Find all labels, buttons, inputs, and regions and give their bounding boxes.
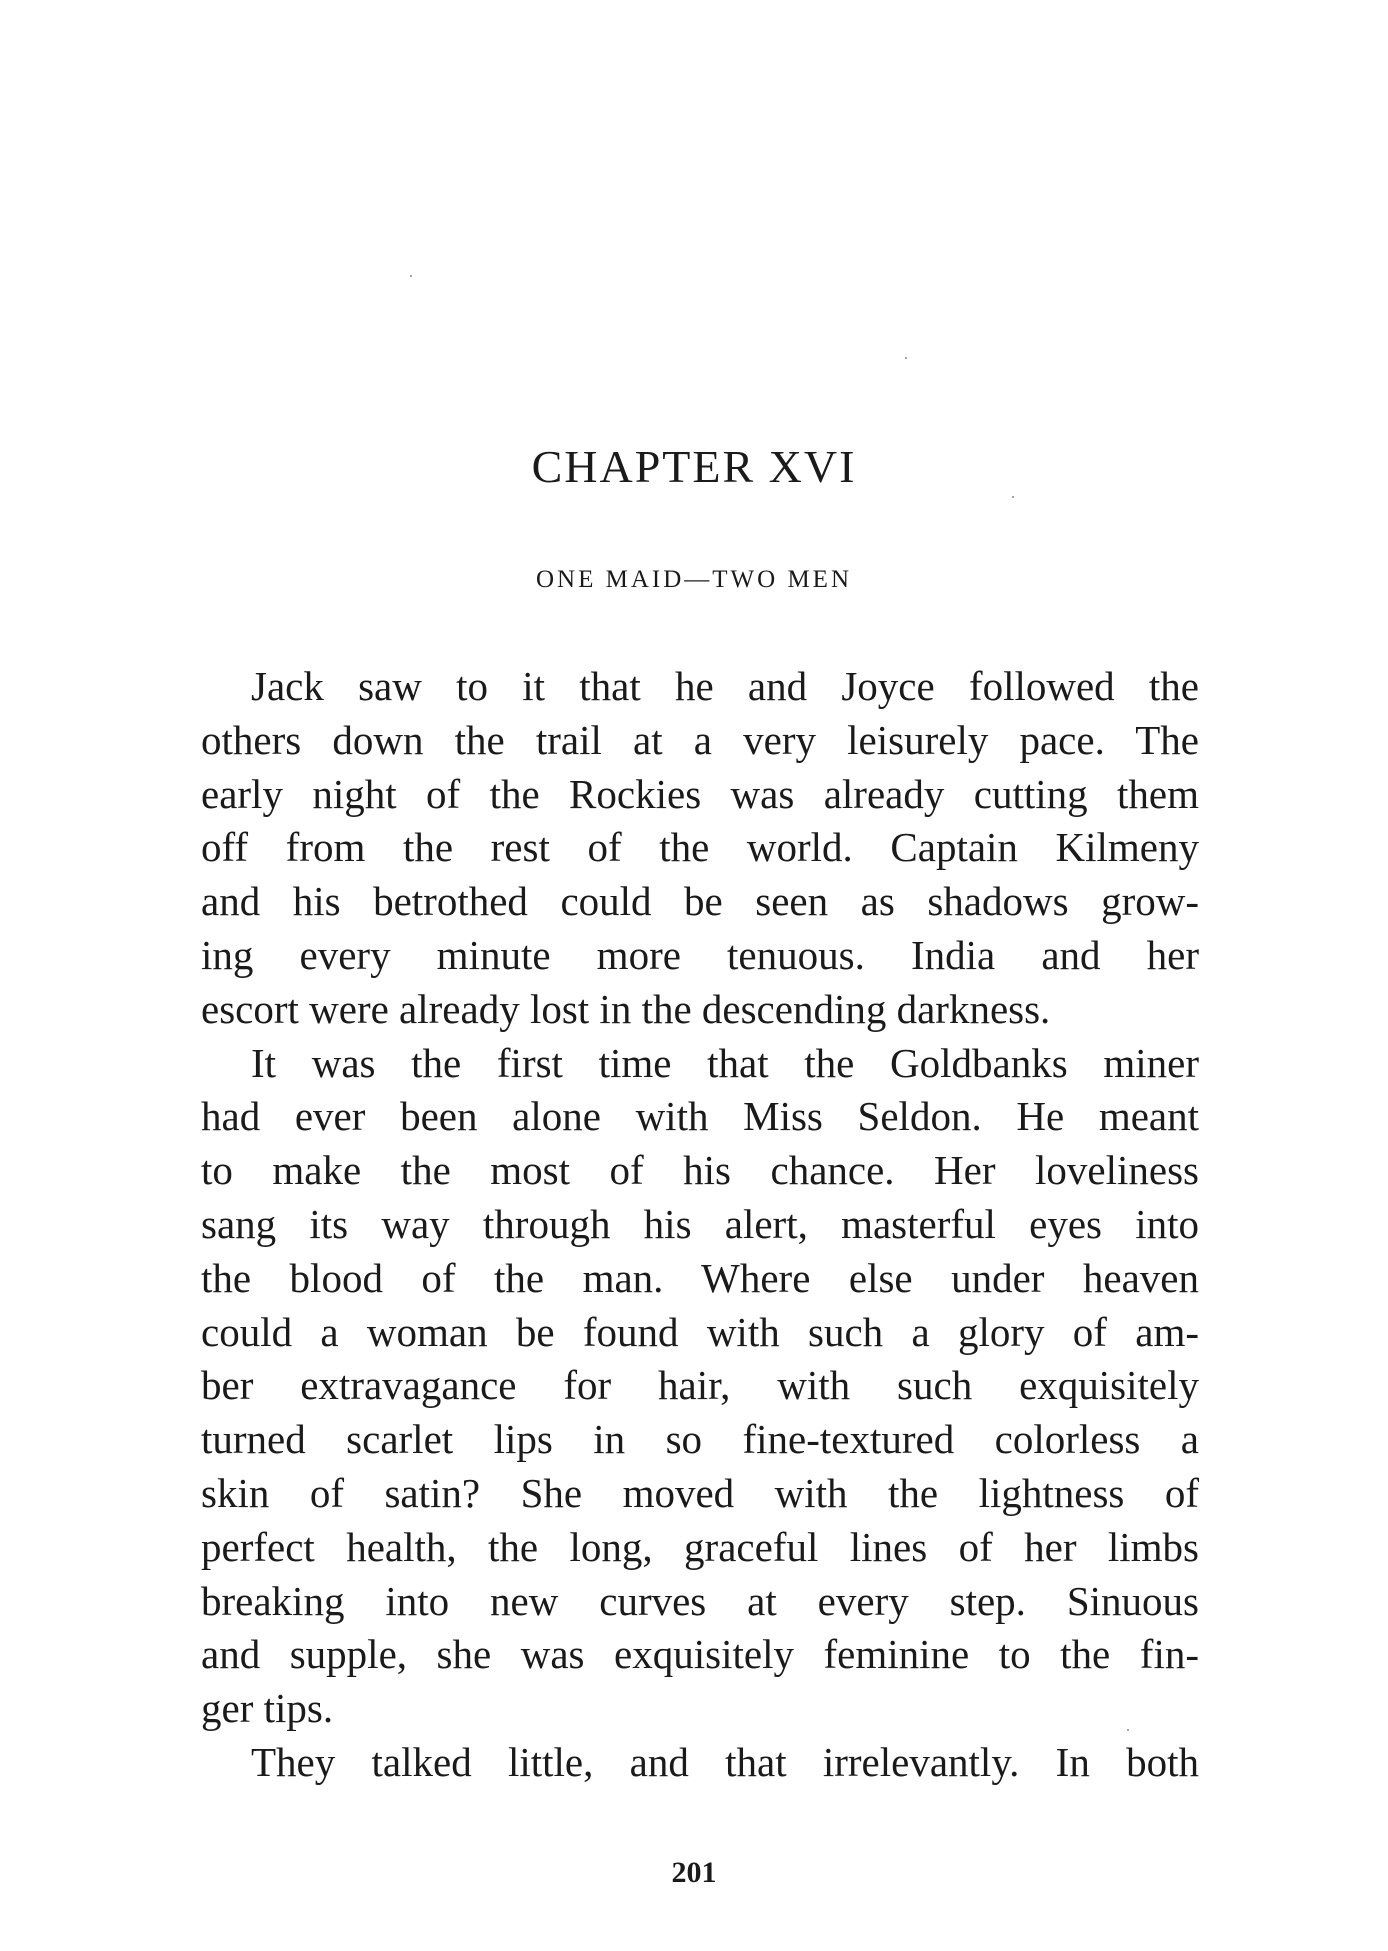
text-line: breaking into new curves at every step. Sinuous bbox=[201, 1577, 1199, 1624]
text-line: ing every minute more tenuous. India and her bbox=[201, 931, 1199, 978]
text-line: others down the trail at a very leisurely pace. The bbox=[201, 716, 1199, 763]
chapter-title: CHAPTER XVI bbox=[531, 441, 857, 492]
scan-speck bbox=[905, 357, 907, 359]
chapter-subtitle: ONE MAID—TWO MEN bbox=[535, 566, 853, 593]
text-line: Jack saw to it that he and Joyce followed the bbox=[251, 663, 1199, 709]
text-line: the blood of the man. Where else under heaven bbox=[201, 1254, 1199, 1301]
text-line: perfect health, the long, graceful lines of her limbs bbox=[201, 1523, 1199, 1570]
scan-speck bbox=[1127, 1729, 1129, 1731]
text-line: could a woman be found with such a glory of am- bbox=[201, 1308, 1199, 1355]
text-line: sang its way through his alert, masterful eyes into bbox=[201, 1200, 1199, 1247]
text-line: turned scarlet lips in so fine-textured colorless a bbox=[201, 1416, 1199, 1463]
text-line: off from the rest of the world. Captain Kilmeny bbox=[201, 824, 1199, 871]
scan-speck bbox=[410, 275, 412, 277]
text-line: early night of the Rockies was already cutting them bbox=[201, 770, 1199, 817]
text-line: skin of satin? She moved with the lightness of bbox=[201, 1469, 1199, 1516]
page-number: 201 bbox=[671, 1856, 717, 1889]
text-line: ger tips. bbox=[201, 1685, 334, 1732]
text-line: to make the most of his chance. Her loveliness bbox=[201, 1147, 1199, 1194]
text-line: ber extravagance for hair, with such exquisitely bbox=[201, 1362, 1199, 1409]
text-line: and supple, she was exquisitely feminine to the fin- bbox=[201, 1631, 1199, 1678]
text-line: They talked little, and that irrelevantly. In both bbox=[251, 1738, 1199, 1785]
text-line: had ever been alone with Miss Seldon. He meant bbox=[201, 1093, 1199, 1140]
body-text bbox=[201, 660, 1199, 1790]
text-line: and his betrothed could be seen as shadows grow- bbox=[201, 878, 1199, 925]
text-line: It was the first time that the Goldbanks miner bbox=[251, 1039, 1199, 1086]
scan-speck bbox=[1012, 496, 1014, 498]
text-line: escort were already lost in the descending darkness. bbox=[201, 985, 1051, 1032]
